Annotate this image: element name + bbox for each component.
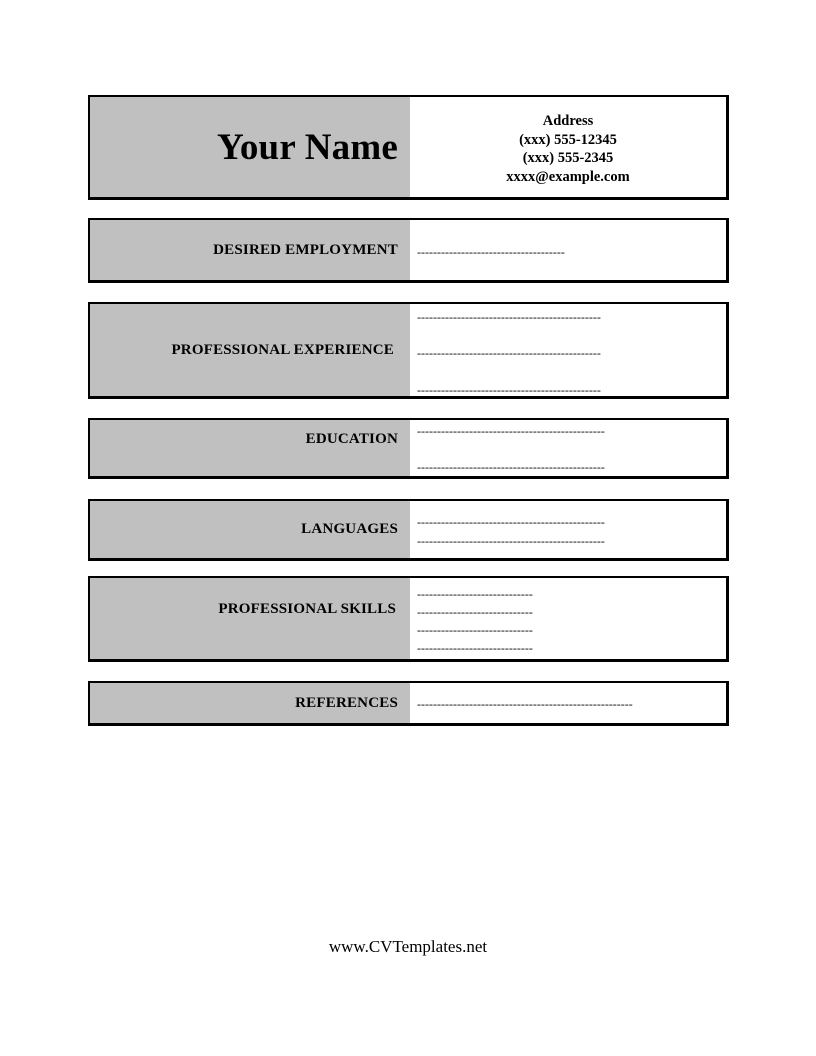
section-value bbox=[410, 420, 726, 476]
section-value bbox=[410, 304, 726, 396]
placeholder-line: ----------------------------- bbox=[417, 641, 533, 655]
desired-employment-label: DESIRED EMPLOYMENT bbox=[213, 241, 398, 258]
contact-info bbox=[410, 97, 726, 197]
section-value bbox=[410, 683, 726, 723]
phone-2: (xxx) 555-2345 bbox=[522, 150, 614, 166]
section-value bbox=[410, 501, 726, 558]
section-label bbox=[90, 683, 410, 723]
placeholder-line: ---------------------------------------------- bbox=[417, 346, 601, 360]
section-label bbox=[90, 220, 410, 280]
section-label bbox=[90, 578, 410, 659]
section-references bbox=[88, 681, 729, 726]
section-label bbox=[90, 420, 410, 476]
phone-1: (xxx) 555-12345 bbox=[519, 131, 617, 148]
section-professional-skills bbox=[88, 576, 729, 662]
candidate-name: Your Name bbox=[217, 126, 398, 168]
placeholder-line: ---------------------------------------------- bbox=[417, 310, 601, 324]
section-label bbox=[90, 501, 410, 558]
placeholder-line: ----------------------------- bbox=[417, 587, 533, 601]
placeholder-line: ------------------------------------- bbox=[417, 245, 565, 259]
placeholder-line: ----------------------------------------------- bbox=[417, 534, 605, 548]
address: Address bbox=[542, 113, 594, 129]
header-box bbox=[88, 95, 729, 200]
placeholder-line: ----------------------------------------------- bbox=[417, 424, 605, 438]
languages-label: LANGUAGES bbox=[301, 521, 398, 537]
section-professional-experience bbox=[88, 302, 729, 399]
education-label: EDUCATION bbox=[305, 431, 398, 447]
placeholder-line: ---------------------------------------------- bbox=[417, 383, 601, 397]
placeholder-line: ----------------------------------------------- bbox=[417, 515, 605, 529]
name-cell bbox=[90, 97, 410, 197]
placeholder-line: ----------------------------- bbox=[417, 623, 533, 637]
placeholder-line: ----------------------------------------------- bbox=[417, 460, 605, 474]
section-value bbox=[410, 220, 726, 280]
email: xxxx@example.com bbox=[506, 168, 630, 185]
placeholder-line: ------------------------------------------------------ bbox=[417, 697, 633, 711]
professional-skills-label: PROFESSIONAL SKILLS bbox=[218, 601, 396, 617]
professional-experience-label: PROFESSIONAL EXPERIENCE bbox=[171, 341, 394, 358]
section-education bbox=[88, 418, 729, 479]
section-value bbox=[410, 578, 726, 659]
footer-website: www.CVTemplates.net bbox=[328, 937, 488, 956]
section-label bbox=[90, 304, 410, 396]
section-desired-employment bbox=[88, 218, 729, 283]
references-label: REFERENCES bbox=[295, 694, 398, 711]
section-languages bbox=[88, 499, 729, 561]
placeholder-line: ----------------------------- bbox=[417, 605, 533, 619]
